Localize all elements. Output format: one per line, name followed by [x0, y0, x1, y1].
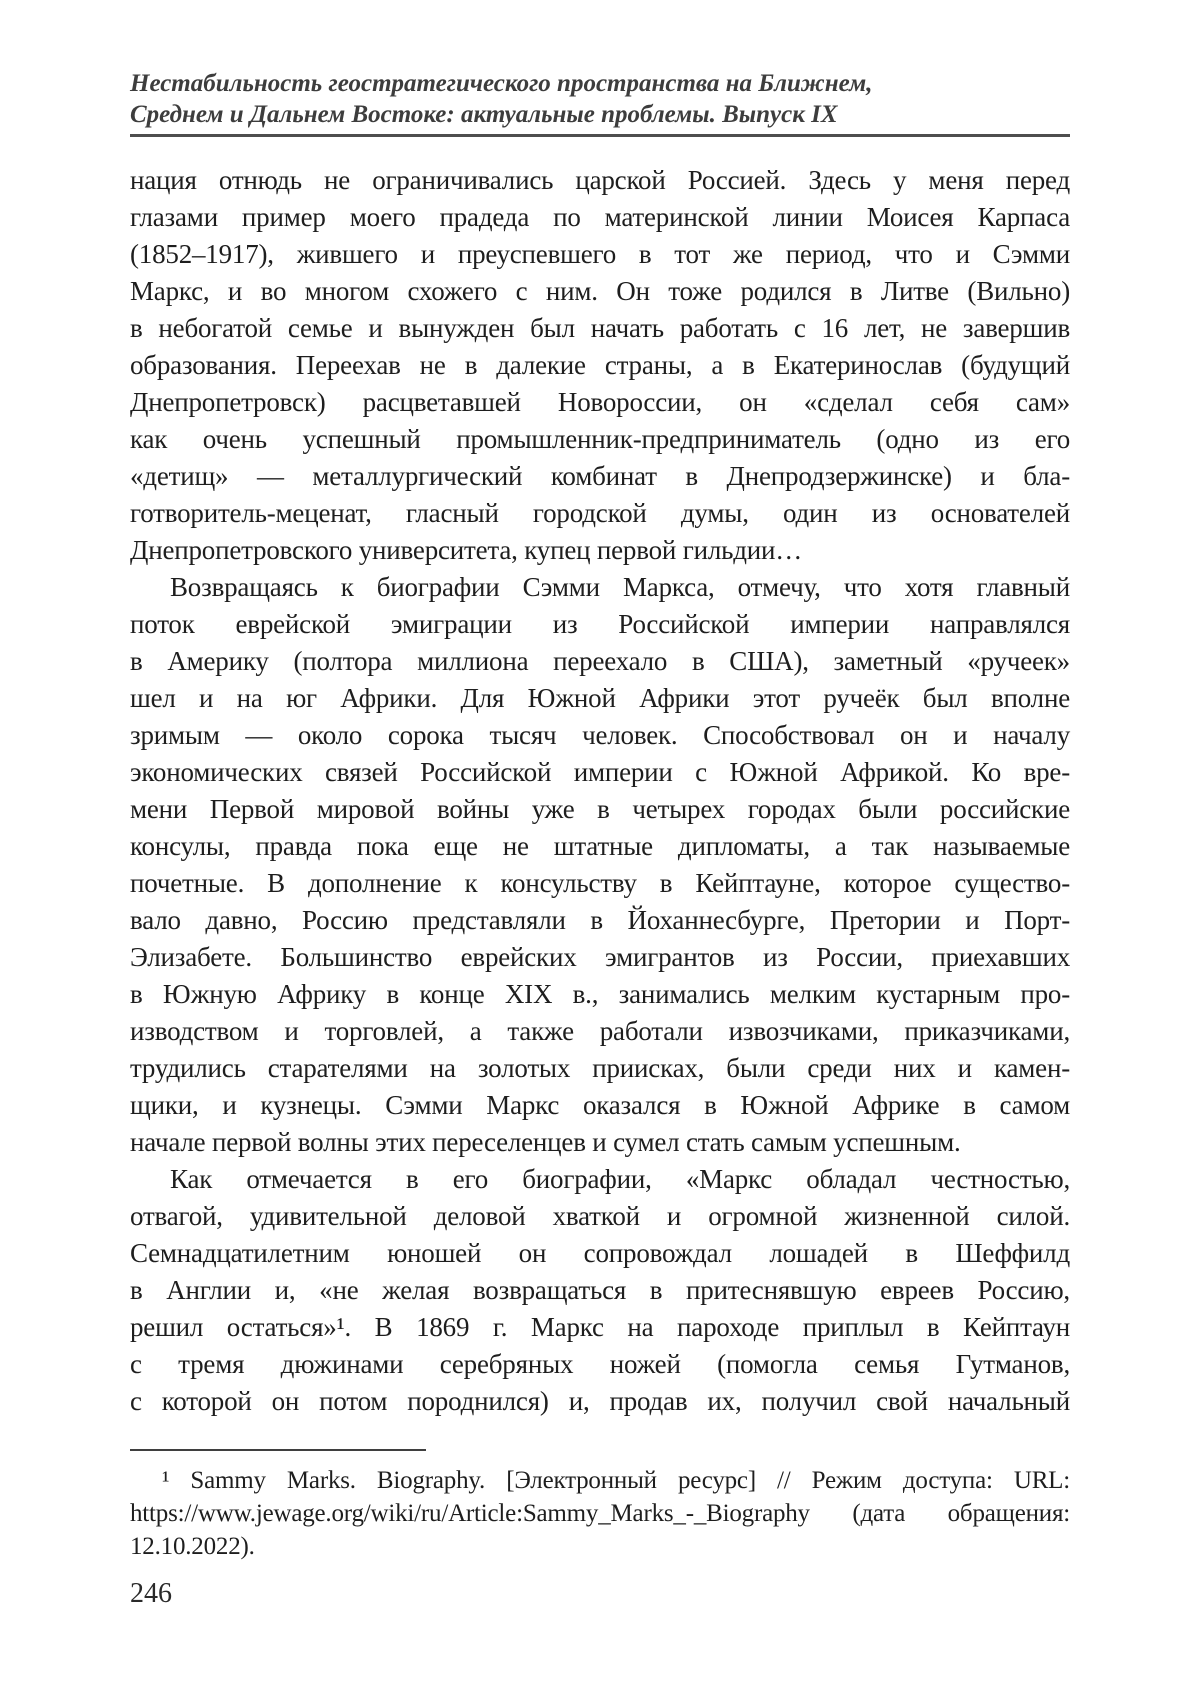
footnote-separator [130, 1449, 426, 1451]
text-line: отвагой, удивительной деловой хваткой и огромной жизненной силой. [130, 1201, 1070, 1231]
text-line: Маркс, и во многом схожего с ним. Он тоже родился в Литве (Вильно) [130, 276, 1070, 306]
text-line: начале первой волны этих переселенцев и сумел стать самым успешным. [130, 1127, 961, 1157]
text-line: Как отмечается в его биографии, «Маркс обладал честностью, [170, 1164, 1070, 1194]
text-line: в небогатой семье и вынужден был начать работать с 16 лет, не завершив [130, 313, 1070, 343]
text-line: (1852–1917), жившего и преуспевшего в тот же период, что и Сэмми [130, 239, 1070, 269]
text-line: в Англии и, «не желая возвращаться в притеснявшую евреев Россию, [130, 1275, 1070, 1305]
text-line: Днепропетровского университета, купец первой гильдии… [130, 535, 803, 565]
text-line: как очень успешный промышленник-предприниматель (одно из его [130, 424, 1070, 454]
text-line: «детищ» — металлургический комбинат в Днепродзержинске) и бла- [130, 461, 1070, 491]
running-header-line-2: Среднем и Дальнем Востоке: актуальные проблемы. Выпуск IX [130, 101, 838, 128]
text-line: трудились старателями на золотых приисках, были среди них и камен- [130, 1053, 1070, 1083]
text-line: нация отнюдь не ограничивались царской Россией. Здесь у меня перед [130, 165, 1070, 195]
running-header [130, 68, 1070, 130]
running-header-line-1: Нестабильность геостратегического пространства на Ближнем, [130, 70, 873, 97]
text-line: экономических связей Российской империи с Южной Африкой. Ко вре- [130, 757, 1070, 787]
text-line: образования. Переехав не в далекие страны, а в Екатеринослав (будущий [130, 350, 1070, 380]
body-text [130, 162, 1070, 1420]
text-line: готворитель-меценат, гласный городской думы, один из основателей [130, 498, 1070, 528]
footnote-line: 12.10.2022). [130, 1533, 255, 1560]
text-line: глазами пример моего прадеда по материнской линии Моисея Карпаса [130, 202, 1070, 232]
text-line: с которой он потом породнился) и, продав их, получил свой начальный [130, 1386, 1070, 1416]
text-line: решил остаться»¹. В 1869 г. Маркс на пароходе приплыл в Кейптаун [130, 1312, 1070, 1342]
text-line: поток еврейской эмиграции из Российской империи направлялся [130, 609, 1070, 639]
paragraph [130, 1161, 1070, 1420]
text-line: Элизабете. Большинство еврейских эмигрантов из России, приехавших [130, 942, 1070, 972]
text-line: щики, и кузнецы. Сэмми Маркс оказался в Южной Африке в самом [130, 1090, 1070, 1120]
text-line: в Америку (полтора миллиона переехало в США), заметный «ручеек» [130, 646, 1070, 676]
text-line: мени Первой мировой войны уже в четырех городах были российские [130, 794, 1070, 824]
text-line: зримым — около сорока тысяч человек. Способствовал он и началу [130, 720, 1070, 750]
text-line: Семнадцатилетним юношей он сопровождал лошадей в Шеффилд [130, 1238, 1070, 1268]
text-line: с тремя дюжинами серебряных ножей (помогла семья Гутманов, [130, 1349, 1070, 1379]
text-line: изводством и торговлей, а также работали извозчиками, приказчиками, [130, 1016, 1070, 1046]
paragraph [130, 162, 1070, 569]
text-line: в Южную Африку в конце XIX в., занимались мелким кустарным про- [130, 979, 1070, 1009]
page-number: 246 [130, 1578, 172, 1609]
text-line: шел и на юг Африки. Для Южной Африки этот ручеёк был вполне [130, 683, 1070, 713]
paragraph [130, 569, 1070, 1161]
text-line: вало давно, Россию представляли в Йоханнесбурге, Претории и Порт- [130, 905, 1070, 935]
text-line: Днепропетровск) расцветавшей Новороссии, он «сделал себя сам» [130, 387, 1070, 417]
footnote-line: https://www.jewage.org/wiki/ru/Article:Sammy_Marks_-_Biography (дата обращения: [130, 1500, 1070, 1527]
text-line: почетные. В дополнение к консульству в Кейптауне, которое существо- [130, 868, 1070, 898]
header-rule [130, 134, 1070, 137]
text-line: консулы, правда пока еще не штатные дипломаты, а так называемые [130, 831, 1070, 861]
text-line: Возвращаясь к биографии Сэмми Маркса, отмечу, что хотя главный [170, 572, 1070, 602]
footnote-line: ¹ Sammy Marks. Biography. [Электронный ресурс] // Режим доступа: URL: [162, 1467, 1070, 1494]
footnote [130, 1464, 1070, 1563]
